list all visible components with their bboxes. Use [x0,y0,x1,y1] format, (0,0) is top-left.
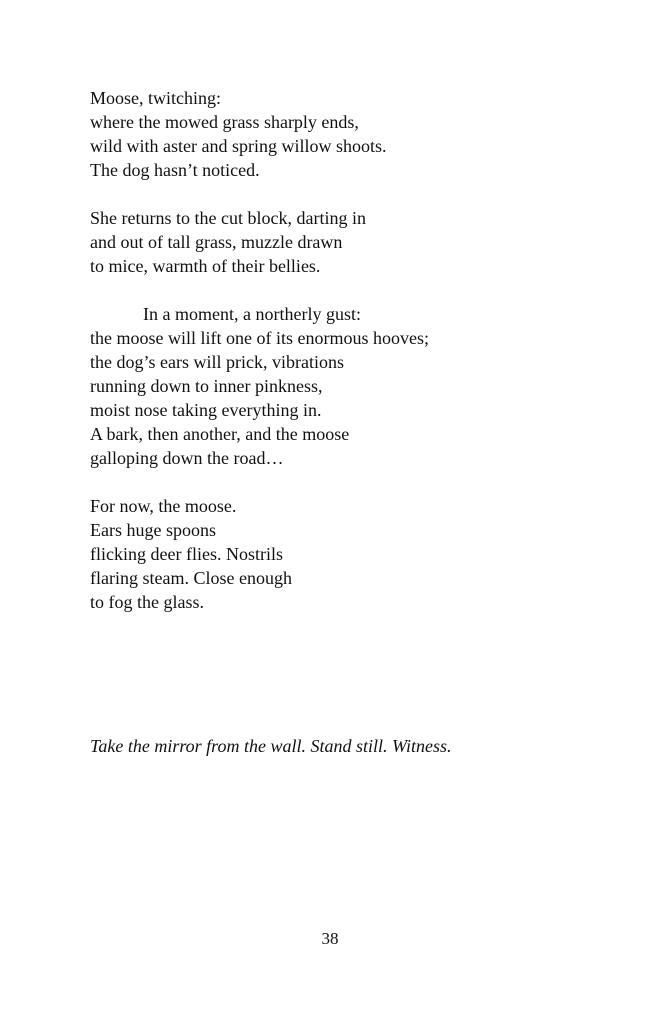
stanza-3 [90,302,610,470]
poem-line: where the mowed grass sharply ends, [90,112,359,132]
poem-line: galloping down the road… [90,448,284,468]
poem-line: A bark, then another, and the moose [90,424,350,444]
poem-line: For now, the moose. [90,496,237,516]
poem-line: The dog hasn’t noticed. [90,160,260,180]
poem-line: to fog the glass. [90,592,204,612]
poem-line: to mice, warmth of their bellies. [90,256,321,276]
stanza-4 [90,494,610,614]
poem-line: running down to inner pinkness, [90,376,323,396]
poem-line: Moose, twitching: [90,88,221,108]
poem-line: and out of tall grass, muzzle drawn [90,232,343,252]
poem-line: flicking deer flies. Nostrils [90,544,283,564]
italic-closing-line: Take the mirror from the wall. Stand still. Witness. [90,736,452,756]
poem-line: wild with aster and spring willow shoots. [90,136,387,156]
stanza-2 [90,206,610,278]
poem-body [90,86,610,638]
page-number: 38 [321,929,339,948]
poem-line: flaring steam. Close enough [90,568,292,588]
poem-line: the moose will lift one of its enormous hooves; [90,328,429,348]
stanza-1 [90,86,610,182]
poem-line-indented: In a moment, a northerly gust: [143,304,361,324]
poem-line: the dog’s ears will prick, vibrations [90,352,344,372]
poem-line: Ears huge spoons [90,520,216,540]
poem-line: She returns to the cut block, darting in [90,208,366,228]
poem-line: moist nose taking everything in. [90,400,322,420]
